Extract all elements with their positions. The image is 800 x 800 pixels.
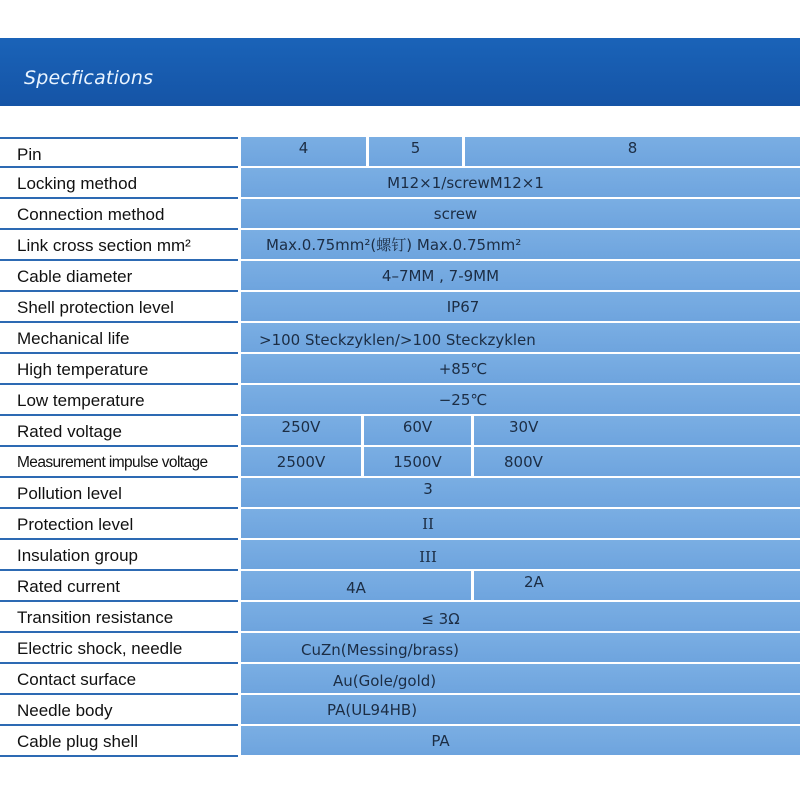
table-row — [0, 664, 800, 695]
row-values — [241, 199, 800, 230]
row-values — [241, 385, 800, 416]
table-row — [0, 695, 800, 726]
row-values — [241, 695, 800, 726]
row-values — [241, 323, 800, 354]
spec-table — [0, 137, 800, 757]
row-values — [241, 447, 800, 478]
row-label: Needle body — [0, 695, 238, 726]
value-cell: 2A — [471, 571, 800, 600]
value-cell: 4A — [241, 571, 471, 600]
row-label: Shell protection level — [0, 292, 238, 323]
page-title: Specfications — [24, 67, 154, 89]
row-values — [241, 664, 800, 695]
table-row — [0, 726, 800, 757]
value-cell: 5 — [366, 137, 462, 166]
row-label: Electric shock, needle — [0, 633, 238, 664]
table-row — [0, 478, 800, 509]
row-label: Mechanical life — [0, 323, 238, 354]
table-row — [0, 447, 800, 478]
row-label: Pollution level — [0, 478, 238, 509]
row-values — [241, 478, 800, 509]
value-cell: 3 — [241, 478, 800, 507]
row-label: Low temperature — [0, 385, 238, 416]
row-values — [241, 354, 800, 385]
value-cell: CuZn(Messing/brass) — [241, 633, 800, 662]
row-values — [241, 571, 800, 602]
row-values — [241, 633, 800, 664]
value-cell: >100 Steckzyklen/>100 Steckzyklen — [241, 323, 800, 352]
row-label: Pin — [0, 137, 238, 168]
row-values — [241, 168, 800, 199]
row-label: Protection level — [0, 509, 238, 540]
row-label: Transition resistance — [0, 602, 238, 633]
value-cell: +85℃ — [241, 354, 800, 383]
value-cell: screw — [241, 199, 800, 228]
header-bar — [0, 38, 800, 106]
value-cell: Au(Gole/gold) — [241, 664, 800, 693]
value-cell: −25℃ — [241, 385, 800, 414]
value-cell: PA(UL94HB) — [241, 695, 800, 724]
row-label: Cable plug shell — [0, 726, 238, 757]
value-cell: M12×1/screwM12×1 — [241, 168, 800, 197]
row-label: Measurement impulse voltage — [0, 447, 238, 478]
value-cell: IP67 — [241, 292, 800, 321]
table-row — [0, 137, 800, 168]
table-row — [0, 168, 800, 199]
table-row — [0, 509, 800, 540]
value-cell: 800V — [471, 447, 800, 476]
table-row — [0, 571, 800, 602]
value-cell: 1500V — [361, 447, 471, 476]
row-label: Connection method — [0, 199, 238, 230]
row-values — [241, 292, 800, 323]
row-values — [241, 509, 800, 540]
row-values — [241, 137, 800, 168]
value-cell: PA — [241, 726, 800, 755]
table-row — [0, 416, 800, 447]
value-cell: 250V — [241, 416, 361, 445]
table-row — [0, 261, 800, 292]
row-label: Cable diameter — [0, 261, 238, 292]
value-cell: III — [241, 540, 800, 569]
value-cell: 4–7MM , 7-9MM — [241, 261, 800, 290]
value-cell: ≤ 3Ω — [241, 602, 800, 631]
table-row — [0, 602, 800, 633]
row-values — [241, 230, 800, 261]
value-cell: 60V — [361, 416, 471, 445]
table-row — [0, 230, 800, 261]
row-label: Rated voltage — [0, 416, 238, 447]
table-row — [0, 199, 800, 230]
row-label: Link cross section mm² — [0, 230, 238, 261]
row-label: High temperature — [0, 354, 238, 385]
value-cell: 4 — [241, 137, 366, 166]
row-values — [241, 261, 800, 292]
value-cell: 2500V — [241, 447, 361, 476]
row-values — [241, 602, 800, 633]
table-row — [0, 323, 800, 354]
table-row — [0, 354, 800, 385]
table-row — [0, 633, 800, 664]
row-label: Locking method — [0, 168, 238, 199]
value-cell: Max.0.75mm²(螺钉) Max.0.75mm² — [241, 230, 800, 259]
row-label: Insulation group — [0, 540, 238, 571]
table-row — [0, 292, 800, 323]
row-label: Rated current — [0, 571, 238, 602]
table-row — [0, 385, 800, 416]
row-values — [241, 540, 800, 571]
row-values — [241, 416, 800, 447]
row-label: Contact surface — [0, 664, 238, 695]
value-cell: II — [241, 509, 800, 538]
value-cell: 30V — [471, 416, 800, 445]
table-row — [0, 540, 800, 571]
row-values — [241, 726, 800, 757]
value-cell: 8 — [462, 137, 800, 166]
